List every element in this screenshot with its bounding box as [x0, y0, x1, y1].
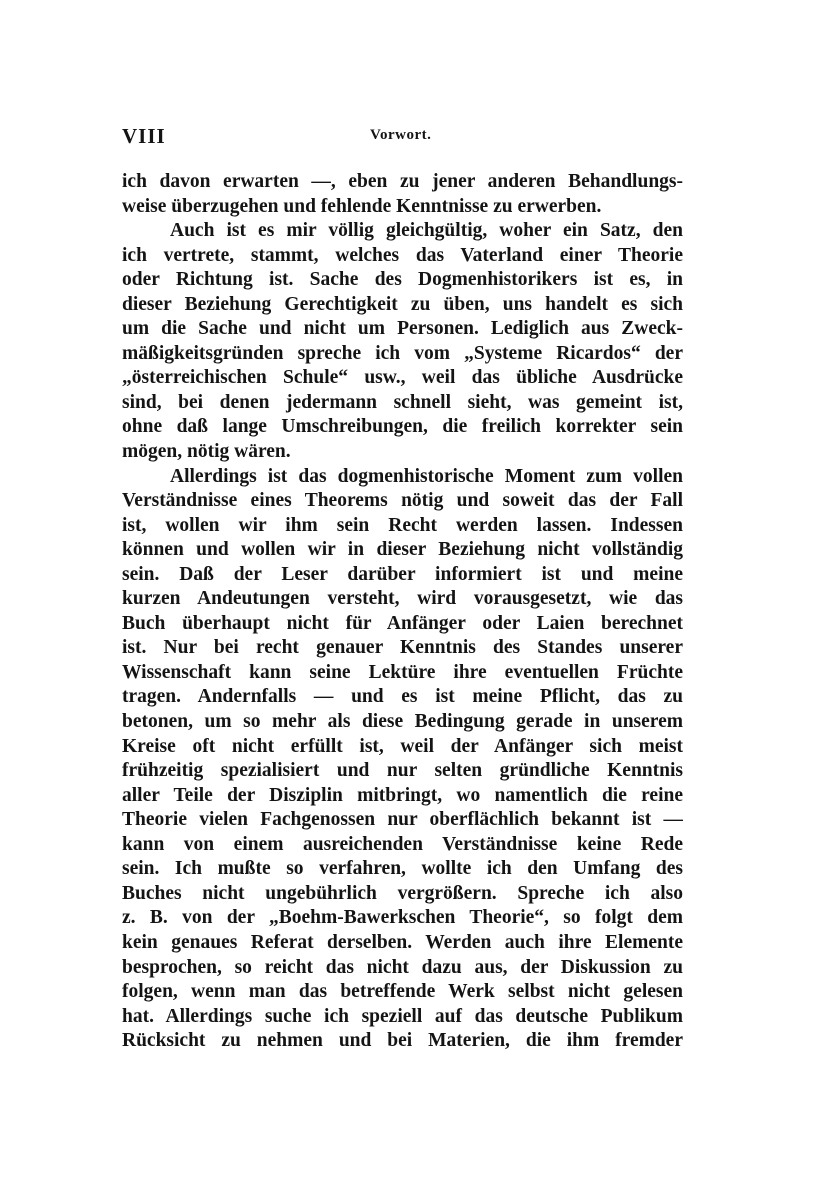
text-line: betonen, um so mehr als diese Bedingung gerade in unserem [122, 711, 683, 733]
text-line: ist, wollen wir ihm sein Recht werden lassen. Indessen [122, 514, 683, 536]
text-line: ich vertrete, stammt, welches das Vaterland einer Theorie [122, 244, 683, 266]
page-number: VIII [122, 124, 166, 148]
text-line: Auch ist es mir völlig gleichgültig, woher ein Satz, den [170, 220, 683, 242]
text-line: folgen, wenn man das betreffende Werk selbst nicht gelesen [122, 981, 683, 1003]
text-line: mäßigkeitsgründen spreche ich vom „Systeme Ricardos“ der [122, 342, 683, 364]
running-head [122, 124, 682, 154]
text-line: kein genaues Referat derselben. Werden auch ihre Elemente [122, 931, 683, 953]
running-title: Vorwort. [370, 127, 432, 143]
text-line: Buch überhaupt nicht für Anfänger oder Laien berechnet [122, 612, 683, 634]
text-line: kann von einem ausreichenden Verständnisse keine Rede [122, 833, 683, 855]
text-line: können und wollen wir in dieser Beziehung nicht vollständig [122, 539, 683, 561]
paragraph [122, 219, 683, 464]
text-line: Buches nicht ungebührlich vergrößern. Spreche ich also [122, 882, 683, 904]
text-line: aller Teile der Disziplin mitbringt, wo namentlich die reine [122, 784, 683, 806]
text-line: Rücksicht zu nehmen und bei Materien, die ihm fremder [122, 1030, 683, 1052]
paragraph [122, 465, 683, 1054]
text-line: „österreichischen Schule“ usw., weil das übliche Ausdrücke [122, 367, 683, 389]
text-line: Verständnisse eines Theorems nötig und soweit das der Fall [122, 490, 683, 512]
text-line: oder Richtung ist. Sache des Dogmenhistorikers ist es, in [122, 269, 683, 291]
body-text [122, 170, 683, 1054]
text-line: frühzeitig spezialisiert und nur selten gründliche Kenntnis [122, 760, 683, 782]
text-line: ich davon erwarten —, eben zu jener anderen Behandlungs- [122, 171, 683, 192]
text-line: besprochen, so reicht das nicht dazu aus, der Diskussion zu [122, 956, 683, 978]
text-line: dieser Beziehung Gerechtigkeit zu üben, uns handelt es sich [122, 293, 683, 315]
text-line: ist. Nur bei recht genauer Kenntnis des Standes unserer [122, 637, 683, 659]
text-line: Kreise oft nicht erfüllt ist, weil der Anfänger sich meist [122, 735, 683, 757]
text-line: mögen, nötig wären. [122, 441, 291, 463]
paragraph [122, 170, 683, 219]
text-line: ohne daß lange Umschreibungen, die freilich korrekter sein [122, 416, 683, 438]
text-line: tragen. Andernfalls — und es ist meine Pflicht, das zu [122, 686, 683, 708]
text-line: z. B. von der „Boehm-Bawerkschen Theorie“, so folgt dem [122, 907, 683, 929]
text-line: weise überzugehen und fehlende Kenntnisse zu erwerben. [122, 195, 602, 217]
text-line: Theorie vielen Fachgenossen nur oberflächlich bekannt ist — [122, 809, 683, 831]
text-line: Allerdings ist das dogmenhistorische Moment zum vollen [170, 465, 683, 487]
text-line: sein. Ich mußte so verfahren, wollte ich den Umfang des [122, 858, 683, 880]
text-line: sind, bei denen jedermann schnell sieht, was gemeint ist, [122, 391, 683, 413]
text-line: sein. Daß der Leser darüber informiert ist und meine [122, 563, 683, 585]
text-line: Wissenschaft kann seine Lektüre ihre eventuellen Früchte [122, 661, 683, 683]
text-line: hat. Allerdings suche ich speziell auf das deutsche Publikum [122, 1005, 683, 1027]
text-line: um die Sache und nicht um Personen. Lediglich aus Zweck- [122, 318, 683, 340]
text-line: kurzen Andeutungen versteht, wird vorausgesetzt, wie das [122, 588, 683, 610]
